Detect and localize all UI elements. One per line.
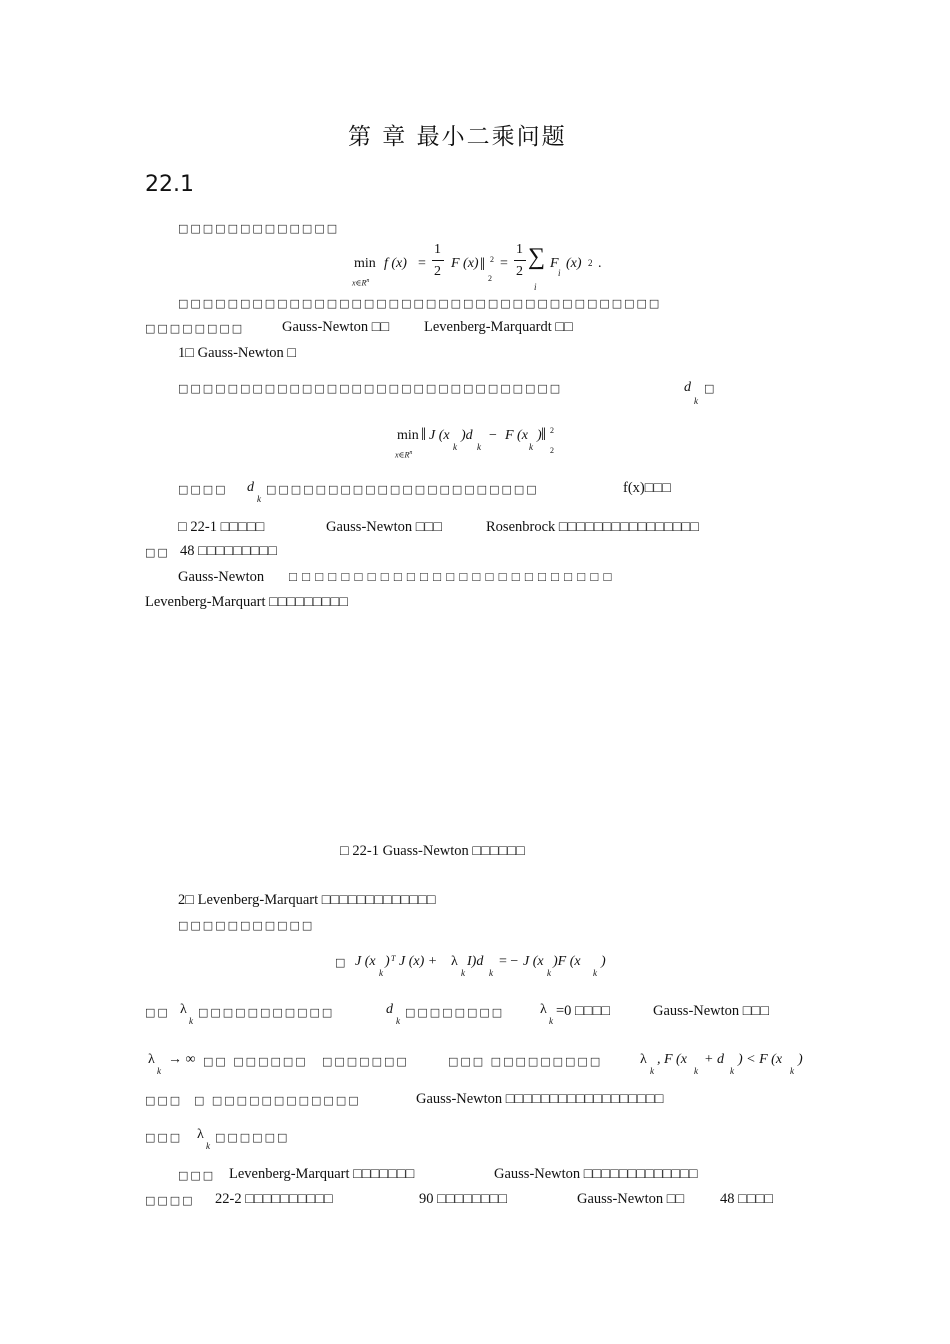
chapter-title: 第 章 最小二乘问题 (348, 124, 567, 150)
item2-heading: 2□ Levenberg-Marquart □□□□□□□□□□□□□ (178, 892, 436, 908)
item1-desc: □□□□□□□□□□□□□□□□□□□□□□□□□□□□□□□ (178, 382, 563, 395)
para-line-3b: Gauss-Newton □□ (282, 319, 390, 335)
dk-symbol-3: d (386, 1002, 393, 1017)
descent-condition: λ k , F (x k + d k ) < F (x k ) (640, 1052, 803, 1076)
after-formula-b: □□□□□□□□□□□□□□□□□□□□□□ (266, 483, 539, 496)
gn-para-word: Gauss-Newton (178, 569, 265, 585)
r5-a: □□□ (178, 1169, 216, 1182)
fig-ref-d2: 48 □□□□□□□□□ (180, 543, 277, 559)
fig-ref-c: Rosenbrock □□□□□□□□□□□□□□□□ (486, 519, 700, 535)
fig-ref-a: □ 22-1 □□□□□ (178, 519, 265, 535)
dk-symbol-2: d (247, 480, 254, 495)
section-number: 22.1 (145, 172, 194, 197)
r6-a: □□□□ (145, 1194, 195, 1207)
lm-equation: □ J (x k ) T J (x) + λ k I)d k = − J (x k )F (x k ) (335, 954, 606, 978)
r6-c: 90 □□□□□□□□ (419, 1191, 508, 1207)
r5-b: Levenberg-Marquart □□□□□□□ (229, 1166, 415, 1182)
lambda-subscript: k (189, 1016, 193, 1026)
where-b: □□□□□□□□□□□ (198, 1006, 335, 1019)
r4-a: □□□ (145, 1131, 183, 1144)
para-line-3a: □□□□□□□□ (145, 322, 245, 335)
gn-para-line2: Levenberg-Marquart □□□□□□□□□ (145, 594, 348, 610)
lambda-subscript-2: k (549, 1016, 553, 1026)
to-infinity: → ∞ (168, 1052, 196, 1067)
lambda-symbol-3: λ (148, 1052, 155, 1067)
after-formula-fx: f(x)□□□ (623, 480, 672, 496)
dk-subscript-2: k (257, 494, 261, 504)
r6-b: 22-2 □□□□□□□□□□ (215, 1191, 333, 1207)
intro-text: □□□□□□□□□□□□□ (178, 222, 340, 235)
gn-para-boxes: □ □ □ □ □ □ □ □ □ □ □ □ □ □ □ □ □ □ □ □ □ □ □ □ □ (289, 569, 613, 584)
figure-22-1-area (145, 625, 805, 830)
lim-b: □□□□□□□ (322, 1055, 409, 1068)
lambda-symbol-2: λ (540, 1002, 547, 1017)
r6-e: 48 □□□□ (720, 1191, 774, 1207)
item2-desc: □□□□□□□□□□□ (178, 919, 315, 932)
subproblem-formula: min ‖ J (x k )d k − F (x k ) ‖ 2 2 $x\in R^n$ (395, 424, 554, 460)
fig-ref-d1: □□ (145, 546, 170, 559)
lambda-subscript-4: k (206, 1141, 210, 1151)
r4-b: □□□□□□ (215, 1131, 290, 1144)
para-line-3c: Levenberg-Marquardt □□ (424, 319, 573, 335)
where-a: □□ (145, 1006, 170, 1019)
lambda-symbol: λ (180, 1002, 187, 1017)
figure-caption: □ 22-1 Guass-Newton □□□□□□ (340, 843, 525, 859)
where-e: Gauss-Newton □□□ (653, 1003, 770, 1019)
dk-subscript: k (694, 396, 698, 406)
para-line-2: □□□□□□□□□□□□□□□□□□□□□□□□□□□□□□□□□□□□□□□ (178, 297, 662, 310)
r3-b: □ □□□□□□□□□□□□ (194, 1094, 361, 1107)
objective-formula: min $x\in R^n$ f (x) = 1 2 F (x) ‖ 2 2 = 1 2 ∑ i F i (x) 2 . (352, 242, 602, 292)
dk-subscript-3: k (396, 1016, 400, 1026)
lambda-subscript-3: k (157, 1066, 161, 1076)
r5-c: Gauss-Newton □□□□□□□□□□□□□ (494, 1166, 698, 1182)
item1-desc-end: □ (704, 382, 717, 395)
dk-symbol: d (684, 380, 691, 395)
lim-c: □□□ □□□□□□□□□ (448, 1055, 603, 1068)
r3-a: □□□ (145, 1094, 183, 1107)
r3-c: Gauss-Newton □□□□□□□□□□□□□□□□□□ (416, 1091, 664, 1107)
after-formula-a: □□□□ (178, 483, 228, 496)
lambda-symbol-4: λ (197, 1127, 204, 1142)
item1-heading: 1□ Gauss-Newton □ (178, 345, 297, 361)
where-c: □□□□□□□□ (405, 1006, 505, 1019)
fig-ref-b: Gauss-Newton □□□ (326, 519, 443, 535)
lim-a: □□ □□□□□□ (203, 1055, 308, 1068)
where-d: =0 □□□□ (556, 1003, 611, 1019)
r6-d: Gauss-Newton □□ (577, 1191, 685, 1207)
